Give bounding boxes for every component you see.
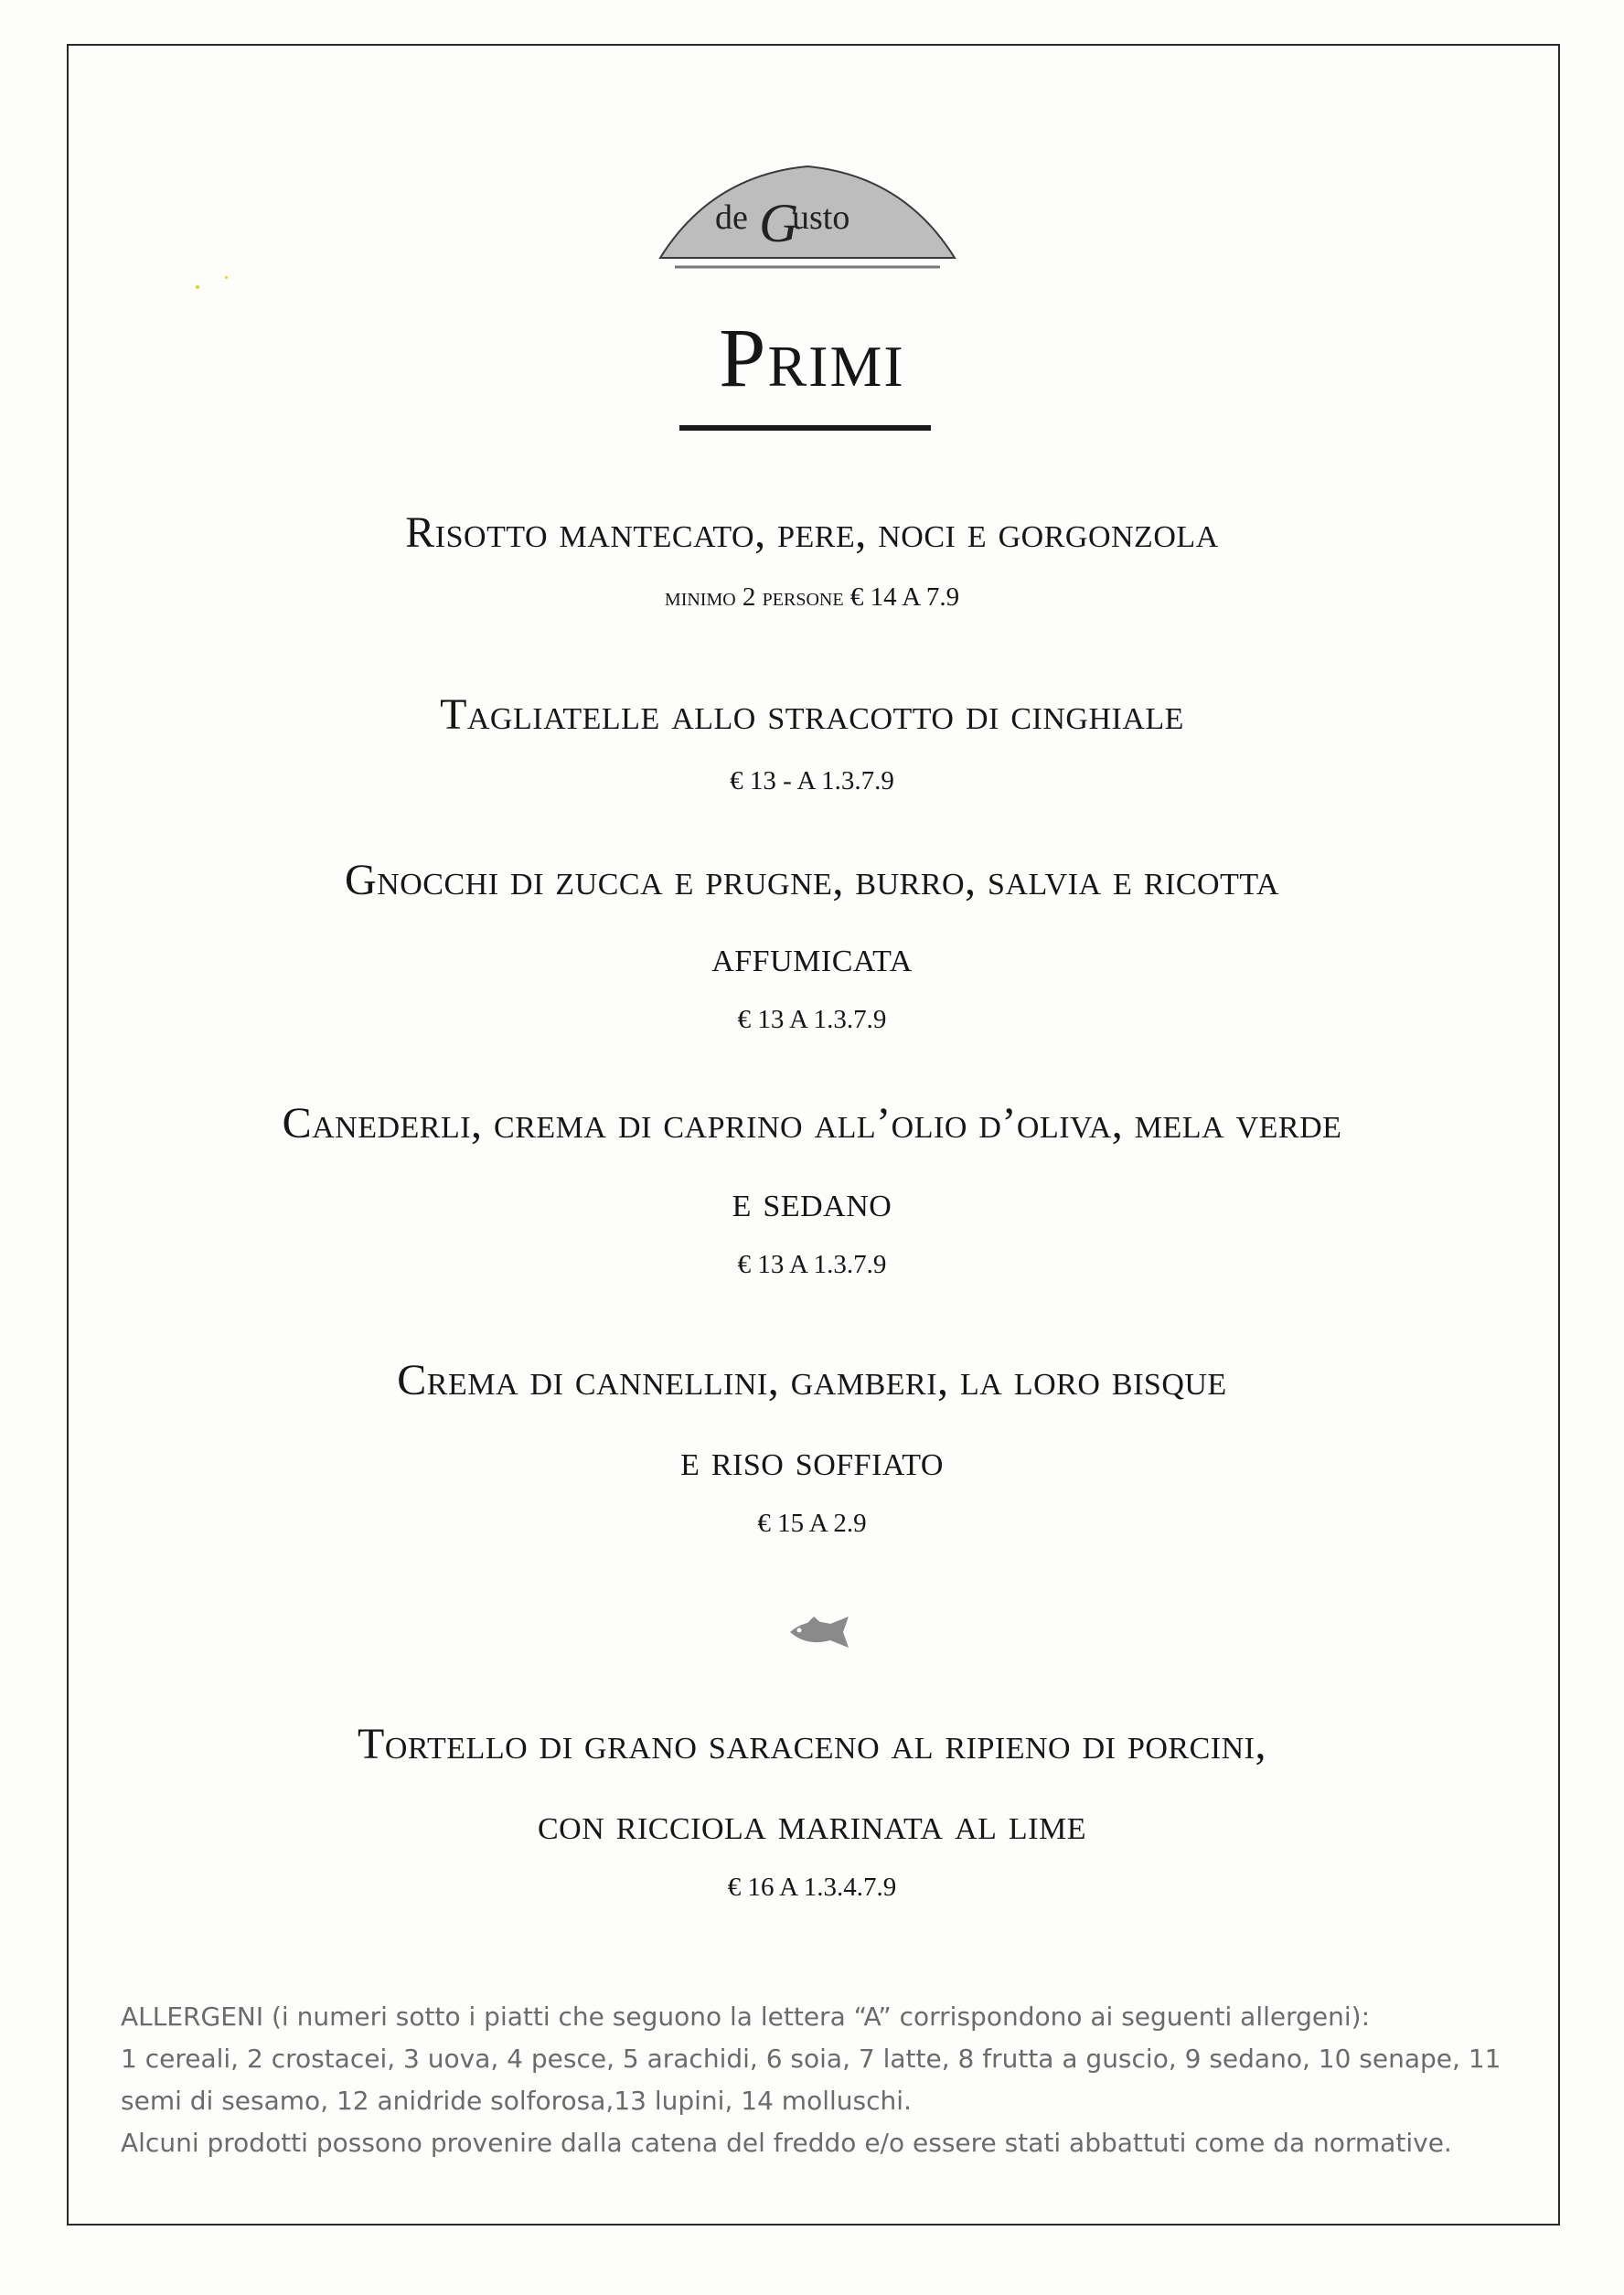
dish-price-allergens: € 13 - A 1.3.7.9 [730, 766, 894, 795]
dish-name-continued: affumicata [711, 933, 913, 981]
dish-price-allergens: € 13 A 1.3.7.9 [737, 1250, 887, 1279]
title-underline [679, 425, 931, 431]
dish-price-allergens: € 16 A 1.3.4.7.9 [727, 1873, 897, 1902]
allergen-heading: ALLERGENI (i numeri sotto i piatti che seguono la lettera “A” corrispondono ai seguenti allergeni): [121, 2001, 1371, 2032]
dish-name: Canederli, crema di caprino all’olio d’oliva, mela verde [282, 1099, 1342, 1148]
fish-icon [785, 1615, 854, 1649]
dish-price-allergens: € 15 A 2.9 [757, 1509, 867, 1538]
desgusto-logo [657, 157, 958, 276]
dish-name: Crema di cannellini, gamberi, la loro bisque [397, 1356, 1227, 1404]
allergen-list-continued: semi di sesamo, 12 anidride solforosa,13 lupini, 14 molluschi. [121, 2086, 912, 2116]
dish-name-continued: con ricciola marinata al lime [538, 1800, 1086, 1849]
allergen-list: 1 cereali, 2 crostacei, 3 uova, 4 pesce, 5 arachidi, 6 soia, 7 latte, 8 frutta a guscio, 9 sedano, 10 senape, 11 [121, 2044, 1501, 2074]
yellow-speck [196, 285, 199, 289]
logo-letter: G [759, 193, 799, 253]
dish-name-continued: e riso soffiato [680, 1436, 944, 1485]
logo-text-right: usto [792, 198, 850, 237]
dish-name: Gnocchi di zucca e prugne, burro, salvia e ricotta [345, 856, 1279, 904]
cold-chain-note: Alcuni prodotti possono provenire dalla catena del freddo e/o essere stati abbattuti come da normative. [121, 2128, 1452, 2158]
dish-name: Tortello di grano saraceno al ripieno di porcini, [358, 1720, 1266, 1768]
yellow-speck [225, 276, 228, 279]
logo-text-left: de [715, 198, 748, 237]
dish-name-continued: e sedano [732, 1178, 892, 1226]
allergen-notes [121, 1996, 1547, 2164]
dish-price-allergens: minimo 2 persone € 14 A 7.9 [664, 582, 960, 612]
dish-name: Tagliatelle allo stracotto di cinghiale [440, 690, 1184, 739]
page-title: Primi [719, 311, 905, 404]
dish-name: Risotto mantecato, pere, noci e gorgonzola [405, 508, 1219, 557]
dish-price-allergens: € 13 A 1.3.7.9 [737, 1005, 887, 1034]
